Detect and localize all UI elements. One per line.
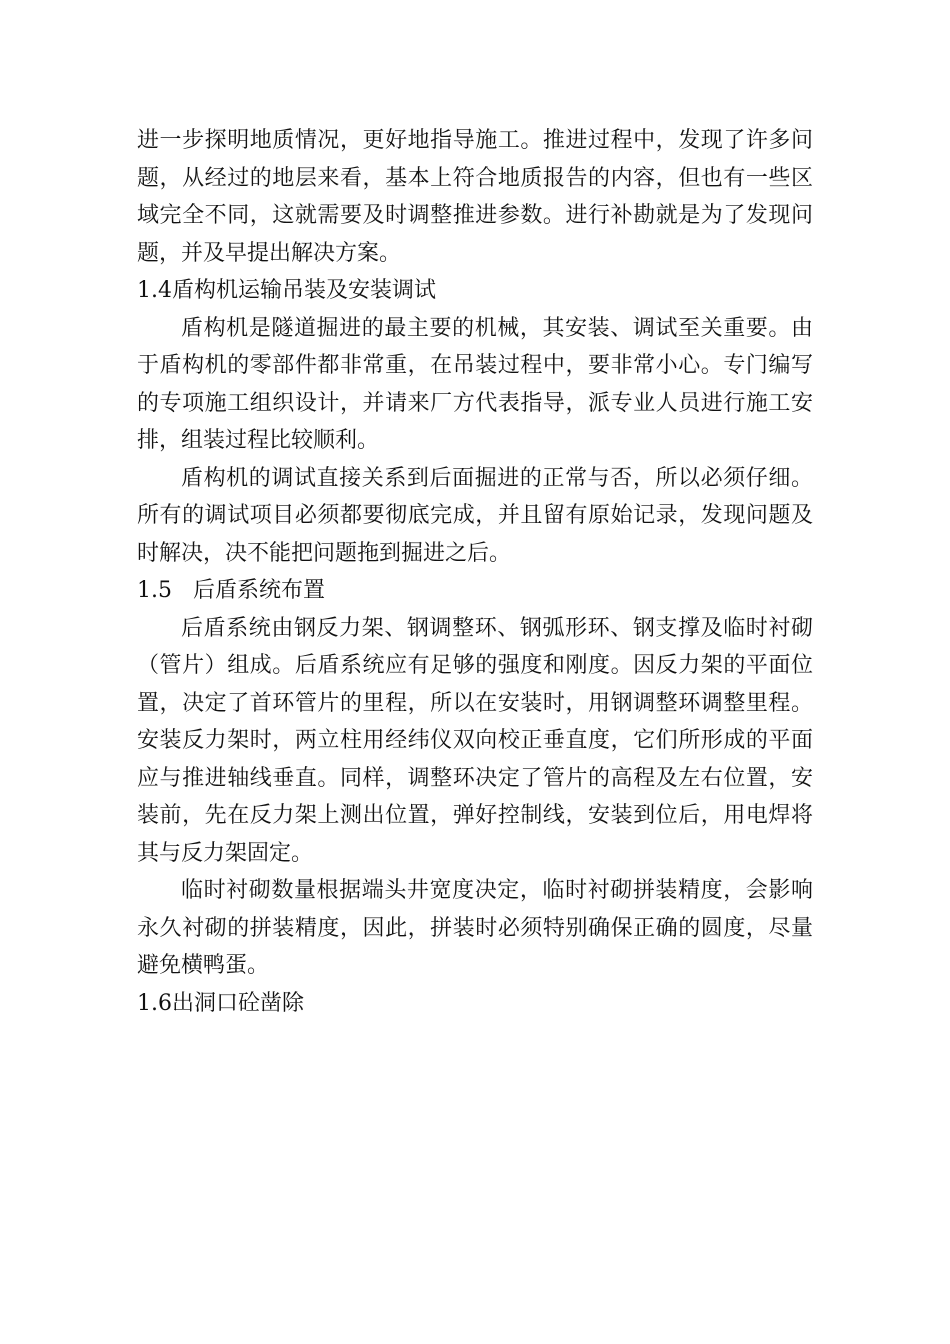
paragraph-geology: 进一步探明地质情况，更好地指导施工。推进过程中，发现了许多问题，从经过的地层来看，基本上符合地质报告的内容，但也有一些区域完全不同，这就需要及时调整推进参数。进行补勘就是为了发现问题，并及早提出解决方案。 bbox=[137, 128, 813, 266]
paragraph-backup-system: 后盾系统由钢反力架、钢调整环、钢弧形环、钢支撑及临时衬砌（管片）组成。后盾系统应有足够的强度和刚度。因反力架的平面位置，决定了首环管片的里程，所以在安装时，用钢调整环调整里程。安装反力架时，两立柱用经纬仪双向校正垂直度，它们所形成的平面应与推进轴线垂直。同样，调整环决定了管片的高程及左右位置，安装前，先在反力架上测出位置，弹好控制线，安装到位后，用电焊将其与反力架固定。 bbox=[137, 615, 813, 866]
section-title: 盾构机运输吊装及安装调试 bbox=[172, 278, 437, 303]
section-heading-1-6 bbox=[137, 985, 813, 1023]
section-title: 出洞口砼凿除 bbox=[172, 990, 305, 1016]
document-page bbox=[137, 122, 813, 1022]
section-number: 1.5 bbox=[137, 578, 172, 603]
paragraph-temporary-lining: 临时衬砌数量根据端头井宽度决定，临时衬砌拼装精度，会影响永久衬砌的拼装精度，因此，拼装时必须特别确保正确的圆度，尽量避免横鸭蛋。 bbox=[137, 878, 813, 978]
section-heading-1-5 bbox=[137, 572, 813, 610]
paragraph-shield-debug: 盾构机的调试直接关系到后面掘进的正常与否，所以必须仔细。所有的调试项目必须都要彻底完成，并且留有原始记录，发现问题及时解决，决不能把问题拖到掘进之后。 bbox=[137, 465, 813, 566]
section-number: 1.4 bbox=[137, 278, 172, 303]
paragraph-shield-install: 盾构机是隧道掘进的最主要的机械，其安装、调试至关重要。由于盾构机的零部件都非常重，在吊装过程中，要非常小心。专门编写的专项施工组织设计，并请来厂方代表指导，派专业人员进行施工安排，组装过程比较顺利。 bbox=[137, 315, 813, 453]
section-title: 后盾系统布置 bbox=[193, 578, 326, 603]
section-heading-1-4 bbox=[137, 272, 813, 310]
section-number: 1.6 bbox=[137, 990, 172, 1016]
